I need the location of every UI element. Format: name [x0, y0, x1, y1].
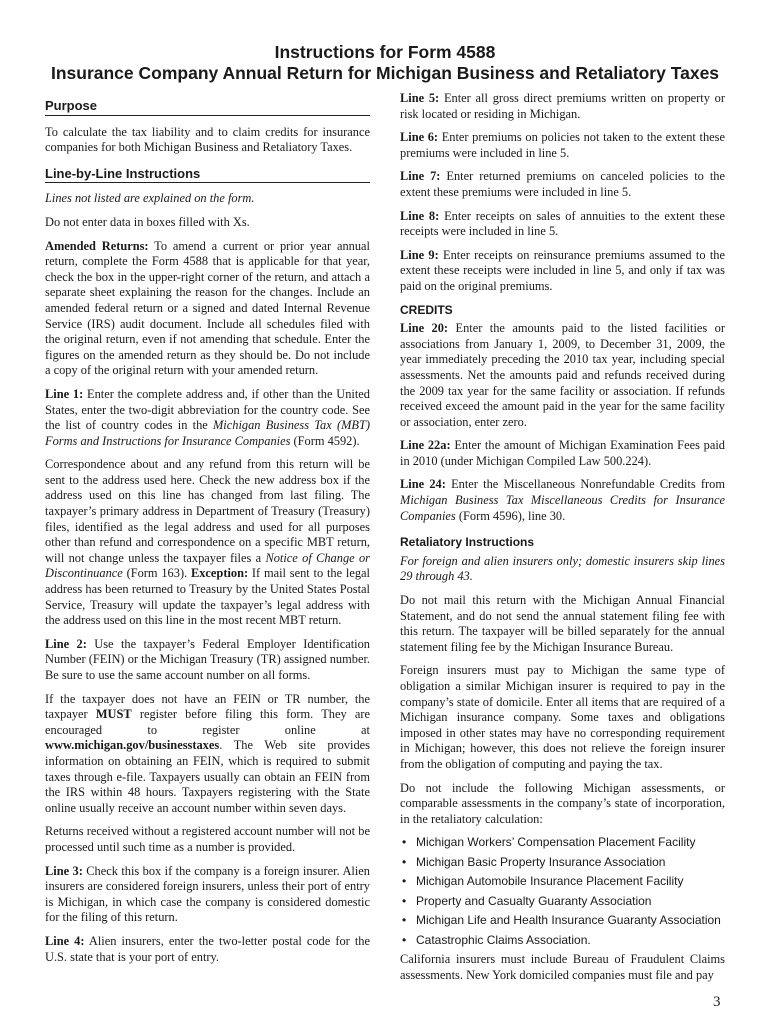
- page-number: 3: [713, 994, 721, 1010]
- fein-url: www.michigan.gov/businesstaxes: [45, 738, 220, 753]
- line8-text: Enter receipts on sales of annuities to the extent these receipts were included in line 5.: [400, 208, 725, 239]
- line2-label: Line 2:: [45, 636, 87, 651]
- corr-italic: Notice of Change or Discontinuance: [45, 550, 370, 581]
- line9-text: Enter receipts on reinsurance premiums assumed to the extent these receipts were included in line 5, and only if tax was paid on the original premiums.: [400, 247, 725, 293]
- line20-label: Line 20:: [400, 321, 449, 336]
- line2-text: Use the taxpayer’s Federal Employer Identification Number (FEIN) or the Michigan Treasury (TR) assigned number. Be sure to use the same account number on all forms.: [45, 636, 370, 682]
- fein-end: . The Web site provides information on obtaining an FEIN, which is required to submit taxes through e-file. Taxpayers usually can obtain an FEIN from the IRS within 48 hours. Taxpayers registering with the State online usually receive an account number within seven days.: [45, 738, 370, 815]
- document-title: Instructions for Form 4588: [274, 42, 496, 62]
- corr-text: Correspondence about and any refund from this return will be sent to the address used here. Check the new address box if the address used on this line has changed from last filing. The taxpayer’s primary address in Department of Treasury (Treasury) files, identified as the legal address and used for all purposes other than refund and correspondence on a specific MBT return, will not change unless the taxpayer files a: [45, 457, 370, 565]
- line4-text: Alien insurers, enter the two-letter postal code for the U.S. state that is your port of entry.: [45, 933, 370, 964]
- line1-paragraph: [45, 387, 370, 449]
- assessment-list: [400, 835, 725, 948]
- line3-paragraph: [45, 864, 370, 926]
- corr-exception: Exception:: [190, 566, 249, 581]
- correspondence-paragraph: [45, 457, 370, 629]
- line8-paragraph: [400, 209, 725, 240]
- retaliatory-note: For foreign and alien insurers only; domestic insurers skip lines 29 through 43.: [400, 553, 725, 584]
- list-item: • Michigan Automobile Insurance Placement Facility: [400, 874, 725, 889]
- purpose-heading: Purpose: [45, 98, 370, 116]
- line6-text: Enter premiums on policies not taken to the extent these premiums were included in line 5.: [400, 130, 725, 160]
- line24-text: Enter the Miscellaneous Nonrefundable Credits from: [445, 477, 725, 492]
- amended-label: Amended Returns:: [45, 238, 149, 253]
- line22a-label: Line 22a:: [400, 438, 451, 453]
- xs-note: Do not enter data in boxes filled with Xs.: [45, 214, 250, 229]
- list-item: • Catastrophic Claims Association.: [400, 933, 725, 948]
- fein-mid: register before filing this form. They are encouraged to register online at: [45, 707, 370, 737]
- line24-italic: Michigan Business Tax Miscellaneous Credits for Insurance Companies: [400, 493, 725, 523]
- line3-text: Check this box if the company is a foreign insurer. Alien insurers are considered foreign insurers, unless their port of entry is Michigan, in which case the company is considered domestic for the filing of this return.: [45, 863, 370, 925]
- credits-heading: CREDITS: [400, 302, 453, 317]
- right-column: [400, 91, 725, 984]
- line5-label: Line 5:: [400, 91, 440, 105]
- document-subtitle: Insurance Company Annual Return for Michigan Business and Retaliatory Taxes: [50, 63, 720, 83]
- corr-end: If mail sent to the legal address has been returned to Treasury by the United States Postal Service, Treasury will update the taxpayer’s legal address with the address used on this line in the most recent MBT return.: [45, 566, 370, 628]
- line2-paragraph: [45, 637, 370, 684]
- line24-label: Line 24:: [400, 477, 446, 492]
- line3-label: Line 3:: [45, 863, 83, 878]
- list-item: • Michigan Workers’ Compensation Placement Facility: [400, 835, 725, 850]
- line8-label: Line 8:: [400, 208, 440, 223]
- returns-paragraph: Returns received without a registered account number will not be processed until such time as a number is provided.: [45, 824, 370, 854]
- retaliatory-p2: Foreign insurers must pay to Michigan the same type of obligation a similar Michigan insurer is required to pay in the company’s state of domicile. Enter all items that are required of a Michigan insurance company. Some taxes and obligations imposed in other states may have no corresponding requirement in Michigan; however, this does not relieve the foreign insurer from the obligation of computing and paying the tax.: [400, 663, 725, 771]
- line6-label: Line 6:: [400, 130, 439, 145]
- line20-text: Enter the amounts paid to the listed facilities or associations from January 1, 2009, to December 31, 2009, the year immediately preceding the 2010 tax year, including special assessments. Net the amounts paid and refunds received during the 2009 tax year for the same facility or association. If refunds received exceed the amount paid in the year for the same facility or association, enter zero.: [400, 321, 725, 429]
- line4-paragraph: [45, 934, 370, 965]
- list-item: • Michigan Basic Property Insurance Association: [400, 855, 725, 870]
- retaliatory-p3: Do not include the following Michigan assessments, or comparable assessments in the company’s state of incorporation, in the retaliatory calculation:: [400, 780, 725, 826]
- line24-end: (Form 4596), line 30.: [455, 508, 566, 523]
- line24-paragraph: [400, 477, 725, 524]
- fein-start: If the taxpayer does not have an FEIN or TR number, the taxpayer: [45, 691, 370, 722]
- purpose-text: To calculate the tax liability and to claim credits for insurance companies for both Michigan Business and Retaliatory Taxes.: [45, 124, 370, 155]
- line4-label: Line 4:: [45, 933, 85, 948]
- line-by-line-heading: Line-by-Line Instructions: [45, 166, 370, 184]
- line1-italic: Michigan Business Tax (MBT) Forms and Instructions for Insurance Companies: [45, 418, 370, 448]
- line1-label: Line 1:: [45, 386, 84, 401]
- line9-paragraph: [400, 248, 725, 295]
- line7-label: Line 7:: [400, 169, 441, 184]
- amended-paragraph: [45, 239, 370, 379]
- amended-text: To amend a current or prior year annual return, complete the Form 4588 that is applicable for that year, check the box in the upper-right corner of the return, and attach a separate sheet explaining the reason for the changes. Include an amended federal return or a signed and dated Internal Revenue Service (IRS) audit document. Include all schedules filed with the original return, even if not amending that schedule. Enter the figures on the amended return as they should be. Do not include a copy of the original return with your amended return.: [45, 238, 370, 378]
- line6-paragraph: [400, 130, 725, 161]
- fein-paragraph: [45, 692, 370, 817]
- retaliatory-heading: Retaliatory Instructions: [400, 535, 535, 550]
- retaliatory-p1: Do not mail this return with the Michigan Annual Financial Statement, and do not send the annual statement filing fee with this return. The taxpayer will be billed separately for the annual statement filing fee by the Michigan Insurance Bureau.: [400, 593, 725, 654]
- lines-note: Lines not listed are explained on the form.: [45, 191, 255, 206]
- line1-text: Enter the complete address and, if other than the United States, enter the two-digit abbreviation for the country code. See the list of country codes in the: [45, 386, 370, 433]
- list-item: • Michigan Life and Health Insurance Guaranty Association: [400, 913, 725, 928]
- line22a-text: Enter the amount of Michigan Examination Fees paid in 2010 (under Michigan Compiled Law 500.224).: [400, 438, 725, 468]
- line9-label: Line 9:: [400, 247, 439, 262]
- list-item: • Property and Casualty Guaranty Association: [400, 894, 725, 909]
- line7-text: Enter returned premiums on canceled policies to the extent these premiums were included in line 5.: [400, 169, 725, 199]
- california-paragraph: California insurers must include Bureau of Fraudulent Claims assessments. New York domiciled companies must file and pay: [400, 952, 725, 982]
- line7-paragraph: [400, 169, 725, 200]
- line22a-paragraph: [400, 438, 725, 469]
- line5-text: Enter all gross direct premiums written on property or risk located or residing in Michigan.: [400, 91, 725, 121]
- left-column: [45, 91, 370, 965]
- corr-mid: (Form 163).: [122, 566, 191, 581]
- fein-must: MUST: [95, 707, 132, 722]
- line20-paragraph: [400, 321, 725, 430]
- line5-paragraph: [400, 91, 725, 122]
- line1-end: (Form 4592).: [290, 433, 360, 448]
